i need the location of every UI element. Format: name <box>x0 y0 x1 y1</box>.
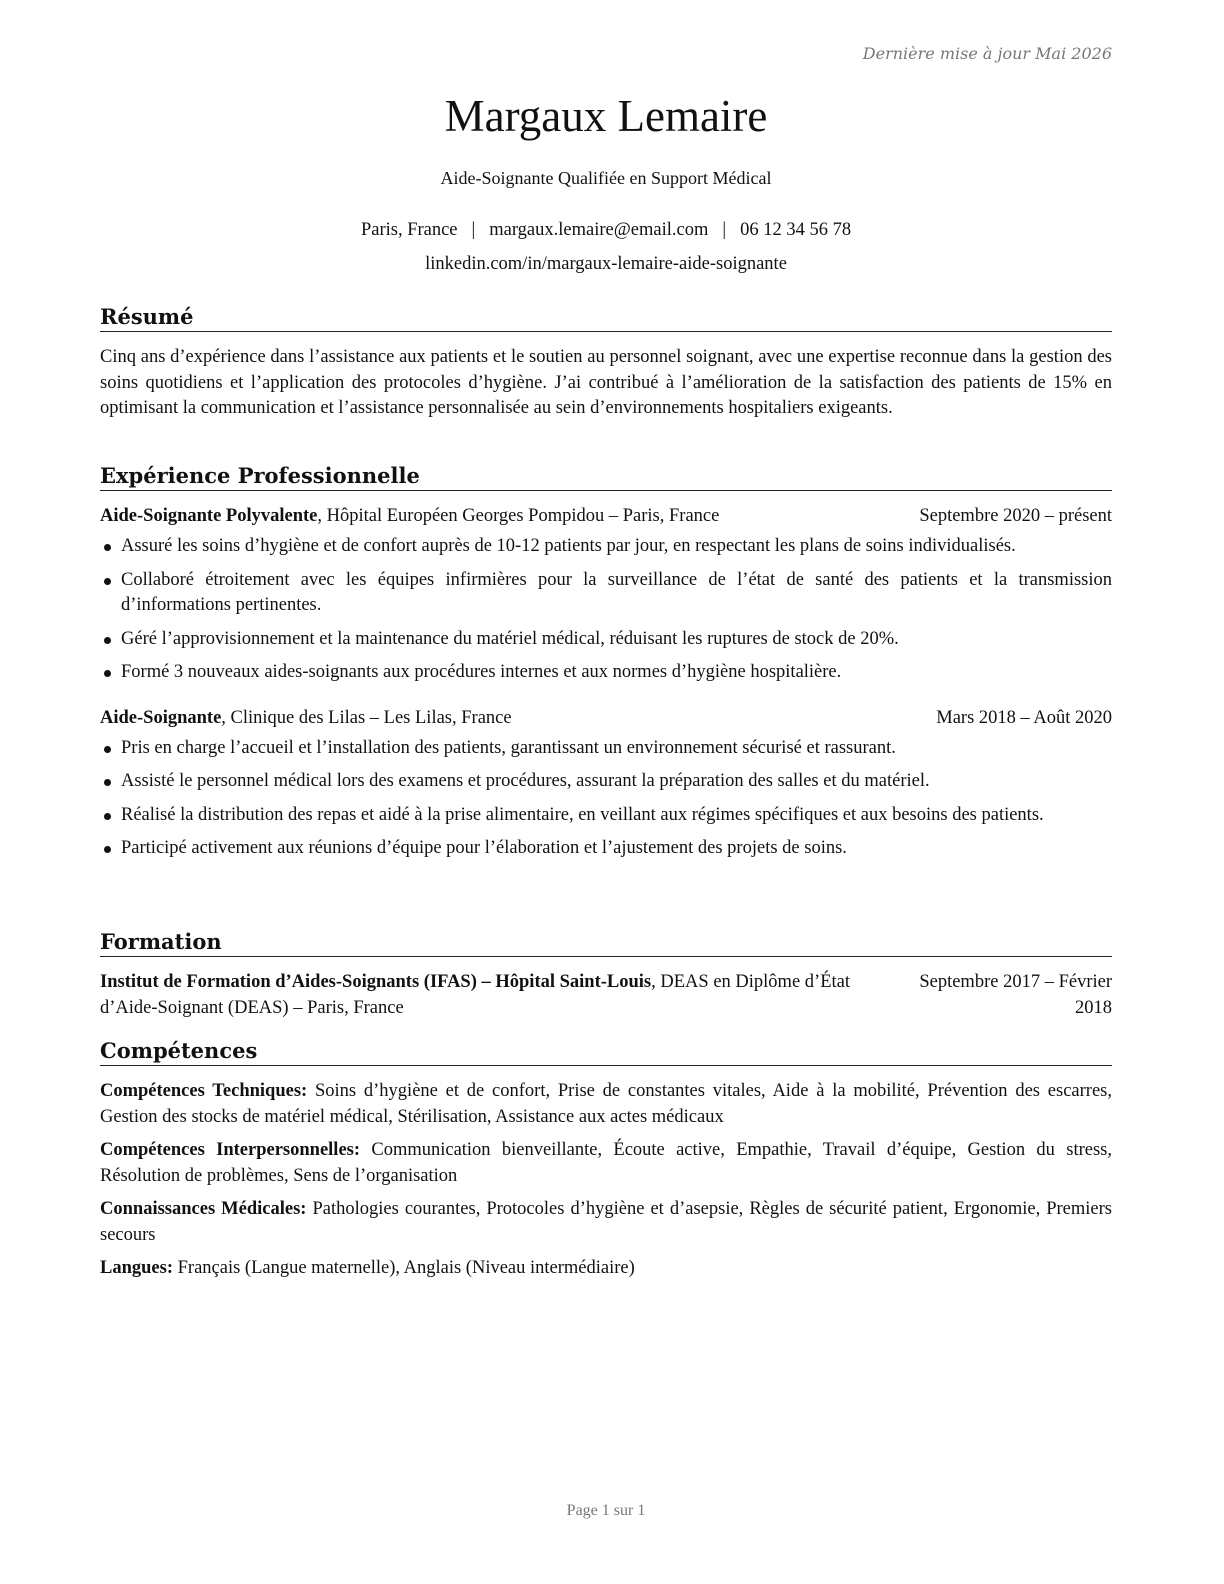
skill-text: Communication bienveillante, Écoute active, Empathie, Travail d’équipe, Gestion du stress, Résolution de problèmes, Sens de l’organisation <box>100 1140 1112 1186</box>
list-item: Réalisé la distribution des repas et aidé à la prise alimentaire, en veillant aux régimes spécifiques et aux besoins des patients. <box>100 803 1112 829</box>
skills-section <box>100 1038 1112 1290</box>
separator: | <box>471 220 476 240</box>
job-role: Aide-Soignante <box>100 707 222 728</box>
linkedin-link[interactable]: linkedin.com/in/margaux-lemaire-aide-soignante <box>425 254 787 274</box>
skill-label: Compétences Techniques: <box>100 1081 308 1101</box>
resume-page <box>100 0 1112 1584</box>
candidate-headline: Aide-Soignante Qualifiée en Support Médical <box>440 168 772 188</box>
job-header <box>100 504 1112 529</box>
education-section <box>100 929 1112 1021</box>
separator: | <box>722 220 727 240</box>
skill-group <box>100 1256 1112 1282</box>
skills-list <box>100 1079 1112 1282</box>
list-item: Participé activement aux réunions d’équipe pour l’élaboration et l’ajustement des projets de soins. <box>100 836 1112 862</box>
job-dates: Septembre 2020 – présent <box>919 506 1112 526</box>
job-entry <box>100 706 1112 862</box>
contact-line <box>100 220 1112 241</box>
skill-text: Pathologies courantes, Protocoles d’hygiène et d’asepsie, Règles de sécurité patient, Ergonomie, Premiers secours <box>100 1199 1112 1245</box>
skill-group <box>100 1138 1112 1189</box>
job-bullets <box>100 736 1112 862</box>
job-entry <box>100 504 1112 686</box>
phone-number: 06 12 34 56 78 <box>740 220 852 240</box>
skill-text: Français (Langue maternelle), Anglais (Niveau intermédiaire) <box>173 1258 635 1278</box>
job-employer: , Clinique des Lilas – Les Lilas, France <box>221 707 512 728</box>
skill-label: Compétences Interpersonnelles: <box>100 1140 361 1160</box>
skill-group <box>100 1197 1112 1248</box>
job-role: Aide-Soignante Polyvalente <box>100 506 318 526</box>
job-title-line <box>100 504 719 529</box>
list-item: Assuré les soins d’hygiène et de confort auprès de 10-12 patients par jour, en respectant les plans de soins individualisés. <box>100 534 1112 560</box>
list-item: Assisté le personnel médical lors des examens et procédures, assurant la préparation des salles et du matériel. <box>100 769 1112 795</box>
list-item: Formé 3 nouveaux aides-soignants aux procédures internes et aux normes d’hygiène hospitalière. <box>100 660 1112 686</box>
section-title: Résumé <box>100 304 1112 332</box>
list-item: Pris en charge l’accueil et l’installation des patients, garantissant un environnement sécurisé et rassurant. <box>100 736 1112 762</box>
job-employer: , Hôpital Européen Georges Pompidou – Paris, France <box>317 506 720 526</box>
education-dates: Septembre 2017 – Février 2018 <box>919 972 1112 1018</box>
skill-text: Soins d’hygiène et de confort, Prise de constantes vitales, Aide à la mobilité, Prévention des escarres, Gestion des stocks de matériel médical, Stérilisation, Assistance aux actes médicaux <box>100 1081 1112 1127</box>
education-school-line <box>100 970 900 1021</box>
skill-label: Connaissances Médicales: <box>100 1199 307 1219</box>
section-title: Formation <box>100 929 1112 957</box>
section-title: Expérience Professionnelle <box>100 463 1112 491</box>
skill-group <box>100 1079 1112 1130</box>
summary-text: Cinq ans d’expérience dans l’assistance aux patients et le soutien au personnel soignant, avec une expertise reconnue dans la gestion des soins quotidiens et l’application des protocoles d’hygiène. J’ai contribué à l’amélioration de la satisfaction des patients de 15% en optimisant la communication et l’assistance personnalisée au sein d’environnements hospitaliers exigeants. <box>100 347 1112 418</box>
education-entry <box>100 970 1112 1021</box>
list-item: Collaboré étroitement avec les équipes infirmières pour la surveillance de l’état de santé des patients et la transmission d’informations pertinentes. <box>100 568 1112 619</box>
experience-section <box>100 463 1112 870</box>
location: Paris, France <box>360 220 458 240</box>
education-details: , DEAS en Diplôme d’État d’Aide-Soignant (DEAS) – Paris, France <box>100 972 850 1018</box>
job-dates: Mars 2018 – Août 2020 <box>936 707 1112 728</box>
job-bullets <box>100 534 1112 686</box>
section-title: Compétences <box>100 1038 1112 1066</box>
job-title-line <box>100 706 512 731</box>
page-number: Page 1 sur 1 <box>566 1502 646 1519</box>
candidate-name: Margaux Lemaire <box>444 91 768 141</box>
last-updated: Dernière mise à jour Mai 2026 <box>862 44 1112 63</box>
skill-label: Langues: <box>100 1258 173 1278</box>
list-item: Géré l’approvisionnement et la maintenance du matériel médical, réduisant les ruptures de stock de 20%. <box>100 627 1112 653</box>
summary-section <box>100 304 1112 422</box>
education-school: Institut de Formation d’Aides-Soignants (IFAS) – Hôpital Saint-Louis <box>100 972 652 992</box>
email-link[interactable]: margaux.lemaire@email.com <box>489 220 709 240</box>
job-header <box>100 706 1112 731</box>
